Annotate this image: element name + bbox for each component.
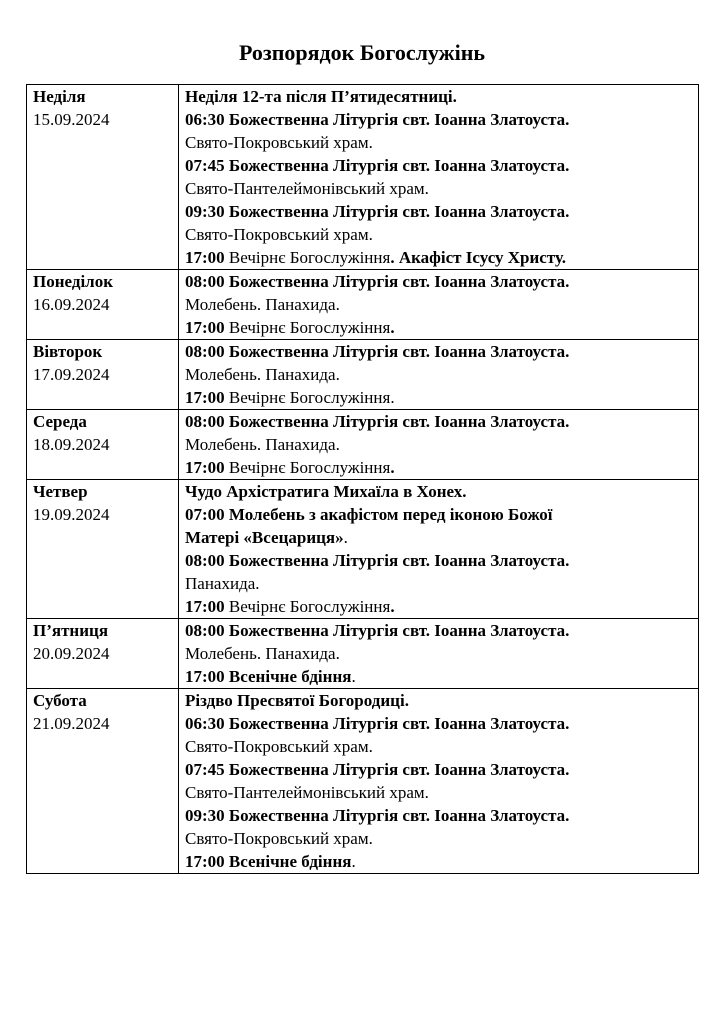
service-text: 08:00 Божественна Літургія свт. Іоанна Златоуста. xyxy=(185,342,570,361)
day-name: Субота xyxy=(33,691,87,710)
service-line xyxy=(185,316,692,339)
service-text: Різдво Пресвятої Богородиці. xyxy=(185,691,409,710)
service-text: 17:00 xyxy=(185,318,225,337)
service-text: 17:00 Всенічне бдіння xyxy=(185,852,352,871)
service-line xyxy=(185,480,692,503)
day-cell xyxy=(27,480,179,619)
schedule-body xyxy=(27,85,699,874)
service-text: Молебень. Панахида. xyxy=(185,435,340,454)
service-line xyxy=(185,200,692,223)
service-text: 17:00 xyxy=(185,248,225,267)
service-line xyxy=(185,642,692,665)
service-line xyxy=(185,177,692,200)
services-cell xyxy=(179,340,699,410)
schedule-row xyxy=(27,270,699,340)
service-text: 09:30 Божественна Літургія свт. Іоанна Златоуста. xyxy=(185,202,570,221)
service-line xyxy=(185,456,692,479)
service-line xyxy=(185,154,692,177)
day-date: 20.09.2024 xyxy=(33,644,110,663)
service-line xyxy=(185,270,692,293)
service-text: 07:45 Божественна Літургія свт. Іоанна Златоуста. xyxy=(185,760,570,779)
service-line xyxy=(185,131,692,154)
service-line xyxy=(185,572,692,595)
services-cell xyxy=(179,410,699,480)
service-text: 17:00 xyxy=(185,388,225,407)
day-name: Неділя xyxy=(33,87,86,106)
service-line xyxy=(185,433,692,456)
day-cell xyxy=(27,340,179,410)
day-date: 21.09.2024 xyxy=(33,714,110,733)
service-line xyxy=(185,549,692,572)
service-text: . xyxy=(351,852,356,871)
service-text: Вечірнє Богослужіння xyxy=(224,597,391,616)
service-text: Молебень. Панахида. xyxy=(185,295,340,314)
service-line xyxy=(185,804,692,827)
service-text: Вечірнє Богослужіння xyxy=(224,458,391,477)
schedule-table xyxy=(26,84,699,874)
day-cell xyxy=(27,270,179,340)
day-name: Четвер xyxy=(33,482,88,501)
service-line xyxy=(185,735,692,758)
service-text: 08:00 Божественна Літургія свт. Іоанна Златоуста. xyxy=(185,272,570,291)
service-text: Свято-Покровський храм. xyxy=(185,829,373,848)
services-cell xyxy=(179,480,699,619)
schedule-row xyxy=(27,340,699,410)
service-line xyxy=(185,340,692,363)
schedule-row xyxy=(27,480,699,619)
day-cell xyxy=(27,410,179,480)
service-text: 06:30 Божественна Літургія свт. Іоанна Златоуста. xyxy=(185,110,570,129)
service-line xyxy=(185,619,692,642)
service-line xyxy=(185,781,692,804)
service-line xyxy=(185,223,692,246)
day-name: Середа xyxy=(33,412,87,431)
service-line xyxy=(185,689,692,712)
schedule-row xyxy=(27,619,699,689)
service-line xyxy=(185,712,692,735)
day-name: Вівторок xyxy=(33,342,103,361)
service-text: . xyxy=(390,318,395,337)
day-date: 18.09.2024 xyxy=(33,435,110,454)
day-cell xyxy=(27,619,179,689)
service-line xyxy=(185,526,692,549)
service-line xyxy=(185,595,692,618)
service-line xyxy=(185,503,692,526)
service-line xyxy=(185,108,692,131)
service-text: 06:30 Божественна Літургія свт. Іоанна Златоуста. xyxy=(185,714,570,733)
day-date: 19.09.2024 xyxy=(33,505,110,524)
schedule-row xyxy=(27,410,699,480)
service-text: Свято-Покровський храм. xyxy=(185,737,373,756)
service-text: 08:00 Божественна Літургія свт. Іоанна Златоуста. xyxy=(185,412,570,431)
page-title: Розпорядок Богослужінь xyxy=(238,40,486,65)
service-line xyxy=(185,246,692,269)
service-line xyxy=(185,827,692,850)
service-text: 07:45 Божественна Літургія свт. Іоанна Златоуста. xyxy=(185,156,570,175)
service-text: 17:00 xyxy=(185,597,225,616)
service-line xyxy=(185,665,692,688)
service-text: . xyxy=(390,458,395,477)
schedule-row xyxy=(27,689,699,874)
service-text: Матері «Всецариця» xyxy=(185,528,344,547)
service-line xyxy=(185,758,692,781)
service-text: Свято-Покровський храм. xyxy=(185,133,373,152)
service-text: 08:00 Божественна Літургія свт. Іоанна Златоуста. xyxy=(185,551,570,570)
service-text: Вечірнє Богослужіння xyxy=(224,318,391,337)
service-text: 17:00 Всенічне бдіння xyxy=(185,667,352,686)
service-line xyxy=(185,850,692,873)
service-text: 17:00 xyxy=(185,458,225,477)
day-name: П’ятниця xyxy=(33,621,109,640)
service-text: Панахида. xyxy=(185,574,260,593)
service-text: Молебень. Панахида. xyxy=(185,365,340,384)
service-text: Свято-Пантелеймонівський храм. xyxy=(185,783,429,802)
service-text: 09:30 Божественна Літургія свт. Іоанна Златоуста. xyxy=(185,806,570,825)
day-cell xyxy=(27,689,179,874)
services-cell xyxy=(179,689,699,874)
schedule-row xyxy=(27,85,699,270)
service-text: Свято-Пантелеймонівський храм. xyxy=(185,179,429,198)
service-text: Свято-Покровський храм. xyxy=(185,225,373,244)
services-cell xyxy=(179,619,699,689)
service-line xyxy=(185,85,692,108)
services-cell xyxy=(179,270,699,340)
service-text: Чудо Архістратига Михаїла в Хонех. xyxy=(185,482,467,501)
service-text: Вечірнє Богослужіння. xyxy=(224,388,395,407)
day-date: 15.09.2024 xyxy=(33,110,110,129)
service-line xyxy=(185,363,692,386)
service-text: . xyxy=(351,667,356,686)
service-text: . xyxy=(390,597,395,616)
day-cell xyxy=(27,85,179,270)
service-text: Молебень. Панахида. xyxy=(185,644,340,663)
day-date: 17.09.2024 xyxy=(33,365,110,384)
service-text: 07:00 Молебень з акафістом перед іконою Божої xyxy=(185,505,553,524)
service-text: . xyxy=(343,528,348,547)
service-line xyxy=(185,410,692,433)
services-cell xyxy=(179,85,699,270)
service-line xyxy=(185,293,692,316)
service-text: Вечірнє Богослужіння xyxy=(224,248,391,267)
day-date: 16.09.2024 xyxy=(33,295,110,314)
service-text: 08:00 Божественна Літургія свт. Іоанна Златоуста. xyxy=(185,621,570,640)
service-line xyxy=(185,386,692,409)
day-name: Понеділок xyxy=(33,272,113,291)
service-text: Неділя 12-та після П’ятидесятниці. xyxy=(185,87,457,106)
service-text: . Акафіст Ісусу Христу. xyxy=(390,248,567,267)
